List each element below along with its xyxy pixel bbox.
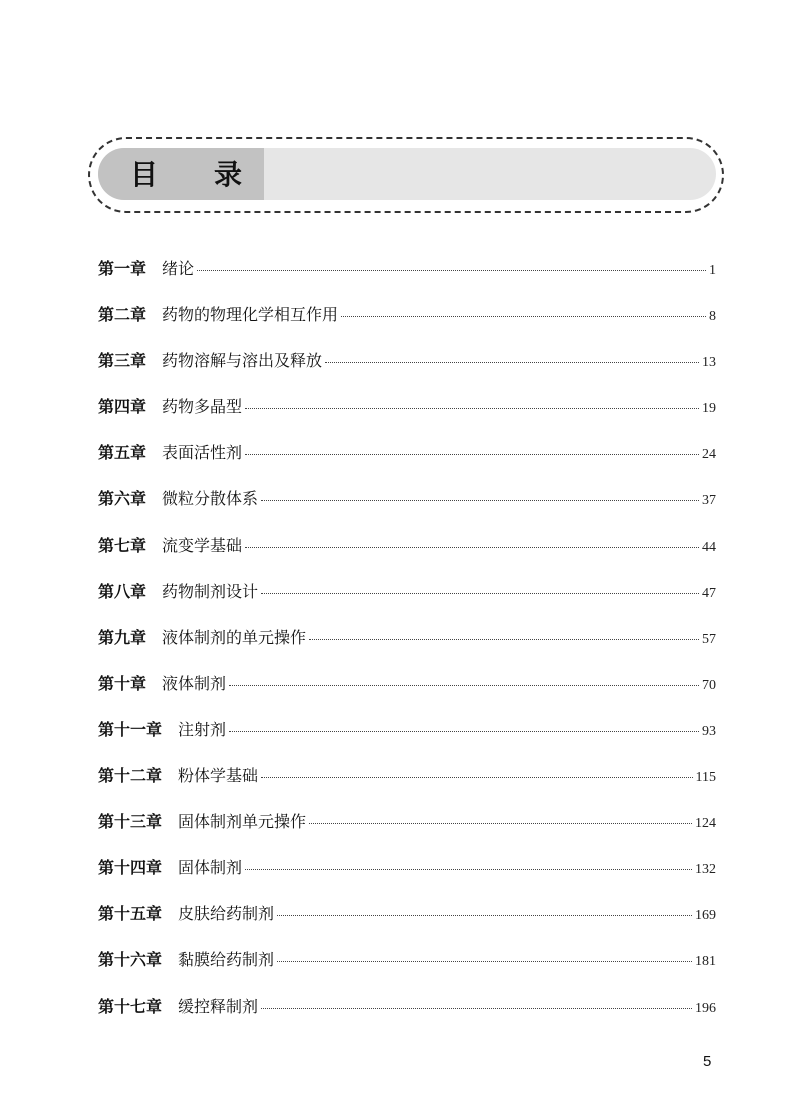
toc-chapter-title: 药物多晶型 bbox=[162, 397, 243, 417]
toc-page-number: 44 bbox=[702, 539, 716, 555]
toc-dot-leader bbox=[229, 731, 699, 732]
toc-entry[interactable] bbox=[98, 579, 716, 625]
toc-chapter-title: 流变学基础 bbox=[162, 535, 243, 555]
toc-dot-leader bbox=[309, 639, 699, 640]
toc-page-number: 115 bbox=[695, 770, 716, 786]
toc-page-number: 37 bbox=[702, 493, 716, 509]
toc-entry[interactable] bbox=[98, 809, 716, 855]
toc-entry[interactable] bbox=[98, 763, 716, 809]
toc-dot-leader bbox=[245, 547, 699, 548]
toc-chapter-label: 第十章 bbox=[98, 673, 147, 693]
toc-dot-leader bbox=[261, 777, 692, 778]
toc-chapter-title: 液体制剂的单元操作 bbox=[162, 627, 307, 647]
toc-chapter-label: 第六章 bbox=[98, 489, 147, 509]
toc-page-number: 181 bbox=[695, 954, 716, 970]
toc-entry[interactable] bbox=[98, 256, 716, 302]
toc-chapter-label: 第一章 bbox=[98, 259, 147, 278]
toc-chapter-label: 第三章 bbox=[98, 351, 147, 371]
toc-chapter-label: 第九章 bbox=[98, 627, 147, 647]
toc-page-number: 132 bbox=[695, 862, 716, 878]
toc-dot-leader bbox=[309, 823, 692, 824]
toc-chapter-title: 表面活性剂 bbox=[162, 443, 243, 463]
toc-dot-leader bbox=[277, 961, 692, 962]
page-title-char-1: 目 bbox=[130, 158, 159, 191]
toc-page-number: 169 bbox=[695, 908, 716, 924]
toc-chapter-title: 药物制剂设计 bbox=[162, 581, 259, 601]
toc-chapter-label: 第十二章 bbox=[98, 766, 163, 786]
toc-dot-leader bbox=[229, 685, 699, 686]
page-title bbox=[130, 157, 242, 193]
toc-dot-leader bbox=[341, 316, 706, 317]
toc-chapter-title: 绪论 bbox=[162, 259, 195, 278]
toc-entry[interactable] bbox=[98, 440, 716, 486]
table-of-contents bbox=[98, 256, 716, 1040]
toc-entry[interactable] bbox=[98, 717, 716, 763]
toc-entry[interactable] bbox=[98, 486, 716, 532]
toc-chapter-label: 第八章 bbox=[98, 581, 147, 601]
toc-chapter-label: 第十五章 bbox=[98, 904, 163, 924]
toc-entry[interactable] bbox=[98, 533, 716, 579]
toc-entry[interactable] bbox=[98, 994, 716, 1040]
toc-page-number: 47 bbox=[702, 585, 716, 601]
toc-page-number: 93 bbox=[702, 723, 716, 739]
toc-chapter-title: 微粒分散体系 bbox=[162, 489, 259, 509]
toc-dot-leader bbox=[261, 500, 699, 501]
toc-entry[interactable] bbox=[98, 671, 716, 717]
toc-page-number: 124 bbox=[695, 816, 716, 832]
toc-dot-leader bbox=[325, 362, 699, 363]
page-number: 5 bbox=[703, 1053, 712, 1070]
toc-chapter-title: 固体制剂 bbox=[178, 858, 243, 878]
toc-chapter-title: 药物的物理化学相互作用 bbox=[162, 305, 339, 325]
toc-dot-leader bbox=[261, 1008, 692, 1009]
toc-entry[interactable] bbox=[98, 302, 716, 348]
toc-dot-leader bbox=[261, 593, 699, 594]
toc-dot-leader bbox=[245, 869, 692, 870]
toc-page-number: 57 bbox=[702, 631, 716, 647]
toc-page-number: 8 bbox=[709, 309, 716, 325]
toc-chapter-title: 粉体学基础 bbox=[178, 766, 259, 786]
toc-chapter-title: 缓控释制剂 bbox=[178, 996, 259, 1016]
toc-page-number: 19 bbox=[702, 401, 716, 417]
toc-page-number: 13 bbox=[702, 355, 716, 371]
toc-chapter-label: 第十三章 bbox=[98, 812, 163, 832]
toc-page-number: 24 bbox=[702, 447, 716, 463]
toc-dot-leader bbox=[197, 270, 706, 271]
toc-chapter-label: 第七章 bbox=[98, 535, 147, 555]
toc-entry[interactable] bbox=[98, 947, 716, 993]
toc-dot-leader bbox=[245, 408, 699, 409]
toc-entry[interactable] bbox=[98, 394, 716, 440]
toc-dot-leader bbox=[245, 454, 699, 455]
toc-page-number: 1 bbox=[709, 263, 716, 278]
toc-chapter-title: 药物溶解与溶出及释放 bbox=[162, 351, 323, 371]
toc-chapter-title: 黏膜给药制剂 bbox=[178, 950, 275, 970]
toc-chapter-title: 液体制剂 bbox=[162, 673, 227, 693]
toc-entry[interactable] bbox=[98, 625, 716, 671]
toc-chapter-label: 第二章 bbox=[98, 305, 147, 325]
toc-page-number: 196 bbox=[695, 1000, 716, 1016]
toc-chapter-title: 注射剂 bbox=[178, 719, 227, 739]
toc-entry[interactable] bbox=[98, 348, 716, 394]
toc-chapter-title: 固体制剂单元操作 bbox=[178, 812, 307, 832]
toc-chapter-label: 第五章 bbox=[98, 443, 147, 463]
toc-dot-leader bbox=[277, 915, 692, 916]
toc-chapter-label: 第四章 bbox=[98, 397, 147, 417]
toc-entry[interactable] bbox=[98, 855, 716, 901]
toc-chapter-label: 第十一章 bbox=[98, 719, 163, 739]
toc-page-number: 70 bbox=[702, 677, 716, 693]
page-title-char-2: 录 bbox=[213, 158, 242, 191]
toc-chapter-title: 皮肤给药制剂 bbox=[178, 904, 275, 924]
toc-chapter-label: 第十七章 bbox=[98, 996, 163, 1016]
toc-chapter-label: 第十四章 bbox=[98, 858, 163, 878]
toc-entry[interactable] bbox=[98, 901, 716, 947]
toc-chapter-label: 第十六章 bbox=[98, 950, 163, 970]
